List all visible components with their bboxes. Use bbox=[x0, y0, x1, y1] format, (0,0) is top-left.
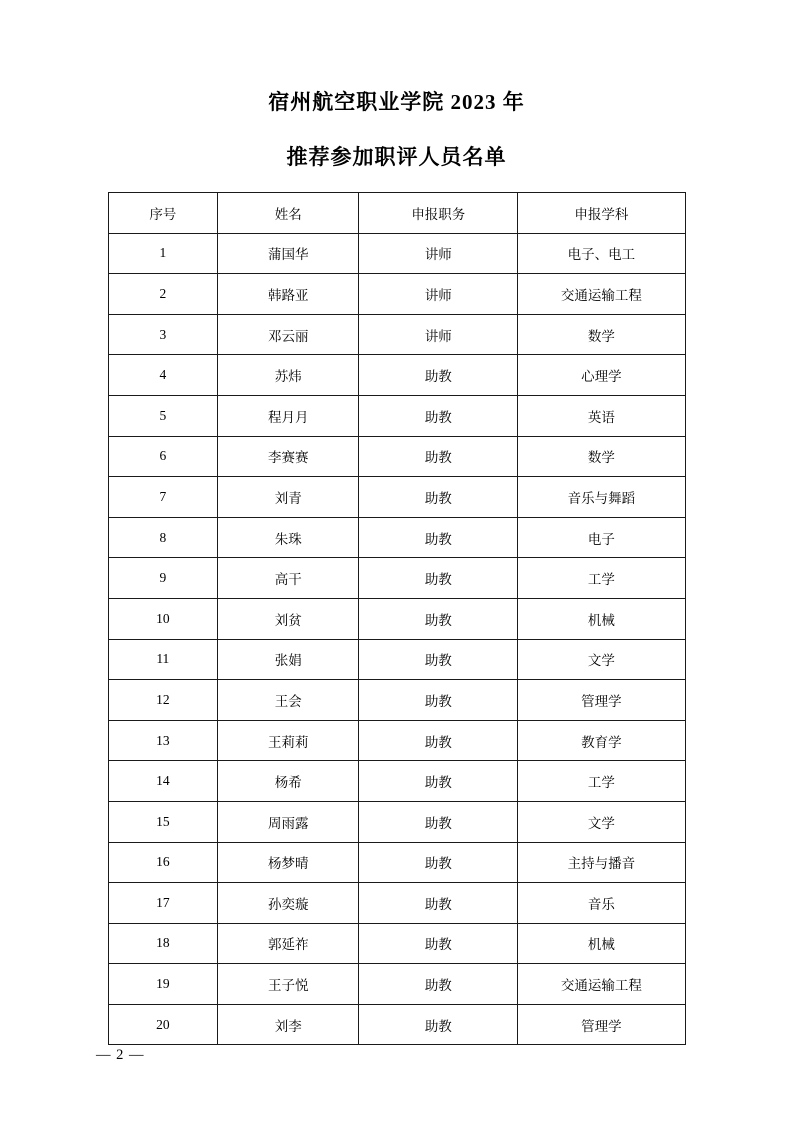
table-row bbox=[108, 1004, 685, 1045]
table-row bbox=[108, 233, 685, 274]
table-row bbox=[108, 598, 685, 639]
cell-post: 助教 bbox=[359, 964, 518, 1005]
cell-post: 讲师 bbox=[359, 274, 518, 315]
table-row bbox=[108, 436, 685, 477]
cell-post: 助教 bbox=[359, 801, 518, 842]
cell-name: 周雨露 bbox=[218, 801, 359, 842]
cell-post: 助教 bbox=[359, 923, 518, 964]
cell-index: 5 bbox=[108, 395, 218, 436]
cell-name: 王子悦 bbox=[218, 964, 359, 1005]
cell-name: 李赛赛 bbox=[218, 436, 359, 477]
column-header-post: 申报职务 bbox=[359, 193, 518, 234]
table-header bbox=[108, 193, 685, 234]
cell-name: 苏炜 bbox=[218, 355, 359, 396]
cell-post: 助教 bbox=[359, 883, 518, 924]
cell-post: 助教 bbox=[359, 395, 518, 436]
cell-index: 18 bbox=[108, 923, 218, 964]
cell-index: 16 bbox=[108, 842, 218, 883]
cell-post: 助教 bbox=[359, 1004, 518, 1045]
cell-post: 讲师 bbox=[359, 314, 518, 355]
cell-name: 王会 bbox=[218, 680, 359, 721]
cell-index: 3 bbox=[108, 314, 218, 355]
table-row bbox=[108, 558, 685, 599]
cell-post: 助教 bbox=[359, 477, 518, 518]
cell-index: 7 bbox=[108, 477, 218, 518]
cell-subject: 教育学 bbox=[518, 720, 685, 761]
cell-name: 刘贫 bbox=[218, 598, 359, 639]
cell-name: 王莉莉 bbox=[218, 720, 359, 761]
table-row bbox=[108, 355, 685, 396]
cell-name: 杨梦晴 bbox=[218, 842, 359, 883]
page-title-line-1: 宿州航空职业学院 2023 年 bbox=[268, 90, 525, 114]
cell-subject: 音乐 bbox=[518, 883, 685, 924]
cell-name: 刘李 bbox=[218, 1004, 359, 1045]
cell-name: 高干 bbox=[218, 558, 359, 599]
cell-index: 1 bbox=[108, 233, 218, 274]
cell-post: 助教 bbox=[359, 761, 518, 802]
cell-index: 10 bbox=[108, 598, 218, 639]
table-row bbox=[108, 477, 685, 518]
cell-subject: 心理学 bbox=[518, 355, 685, 396]
cell-name: 张娟 bbox=[218, 639, 359, 680]
cell-name: 刘青 bbox=[218, 477, 359, 518]
roster-table bbox=[108, 192, 686, 1045]
cell-subject: 电子、电工 bbox=[518, 233, 685, 274]
cell-subject: 电子 bbox=[518, 517, 685, 558]
column-header-name: 姓名 bbox=[218, 193, 359, 234]
cell-subject: 英语 bbox=[518, 395, 685, 436]
cell-index: 11 bbox=[108, 639, 218, 680]
cell-index: 4 bbox=[108, 355, 218, 396]
cell-subject: 数学 bbox=[518, 314, 685, 355]
cell-index: 15 bbox=[108, 801, 218, 842]
cell-post: 助教 bbox=[359, 436, 518, 477]
table-row bbox=[108, 639, 685, 680]
cell-subject: 机械 bbox=[518, 923, 685, 964]
table-row bbox=[108, 761, 685, 802]
document-title-block bbox=[0, 0, 793, 168]
cell-post: 助教 bbox=[359, 517, 518, 558]
cell-index: 9 bbox=[108, 558, 218, 599]
page-number-footer: — 2 — bbox=[96, 1047, 145, 1063]
table-row bbox=[108, 274, 685, 315]
cell-index: 13 bbox=[108, 720, 218, 761]
table-row bbox=[108, 395, 685, 436]
table-row bbox=[108, 517, 685, 558]
cell-index: 20 bbox=[108, 1004, 218, 1045]
cell-post: 讲师 bbox=[359, 233, 518, 274]
cell-name: 韩路亚 bbox=[218, 274, 359, 315]
cell-subject: 交通运输工程 bbox=[518, 274, 685, 315]
cell-name: 孙奕璇 bbox=[218, 883, 359, 924]
cell-name: 程月月 bbox=[218, 395, 359, 436]
cell-post: 助教 bbox=[359, 598, 518, 639]
table-row bbox=[108, 680, 685, 721]
table-row bbox=[108, 842, 685, 883]
table-row bbox=[108, 964, 685, 1005]
cell-post: 助教 bbox=[359, 639, 518, 680]
cell-index: 14 bbox=[108, 761, 218, 802]
cell-subject: 音乐与舞蹈 bbox=[518, 477, 685, 518]
cell-post: 助教 bbox=[359, 720, 518, 761]
cell-subject: 交通运输工程 bbox=[518, 964, 685, 1005]
table-row bbox=[108, 314, 685, 355]
table-body bbox=[108, 233, 685, 1045]
cell-post: 助教 bbox=[359, 680, 518, 721]
cell-name: 邓云丽 bbox=[218, 314, 359, 355]
column-header-subject: 申报学科 bbox=[518, 193, 685, 234]
cell-subject: 管理学 bbox=[518, 680, 685, 721]
table-row bbox=[108, 720, 685, 761]
column-header-index: 序号 bbox=[108, 193, 218, 234]
table-row bbox=[108, 883, 685, 924]
cell-post: 助教 bbox=[359, 842, 518, 883]
cell-post: 助教 bbox=[359, 558, 518, 599]
cell-subject: 文学 bbox=[518, 639, 685, 680]
cell-index: 12 bbox=[108, 680, 218, 721]
cell-name: 蒲国华 bbox=[218, 233, 359, 274]
cell-subject: 管理学 bbox=[518, 1004, 685, 1045]
cell-subject: 数学 bbox=[518, 436, 685, 477]
table-row bbox=[108, 801, 685, 842]
cell-index: 17 bbox=[108, 883, 218, 924]
cell-subject: 机械 bbox=[518, 598, 685, 639]
page-title-line-2: 推荐参加职评人员名单 bbox=[286, 145, 507, 169]
cell-post: 助教 bbox=[359, 355, 518, 396]
cell-subject: 主持与播音 bbox=[518, 842, 685, 883]
cell-index: 2 bbox=[108, 274, 218, 315]
cell-name: 朱珠 bbox=[218, 517, 359, 558]
cell-subject: 工学 bbox=[518, 558, 685, 599]
cell-subject: 文学 bbox=[518, 801, 685, 842]
cell-index: 8 bbox=[108, 517, 218, 558]
cell-subject: 工学 bbox=[518, 761, 685, 802]
table-row bbox=[108, 923, 685, 964]
table-header-row bbox=[108, 193, 685, 234]
cell-name: 杨希 bbox=[218, 761, 359, 802]
cell-index: 19 bbox=[108, 964, 218, 1005]
cell-index: 6 bbox=[108, 436, 218, 477]
roster-table-wrapper bbox=[108, 192, 686, 1045]
cell-name: 郭延祚 bbox=[218, 923, 359, 964]
